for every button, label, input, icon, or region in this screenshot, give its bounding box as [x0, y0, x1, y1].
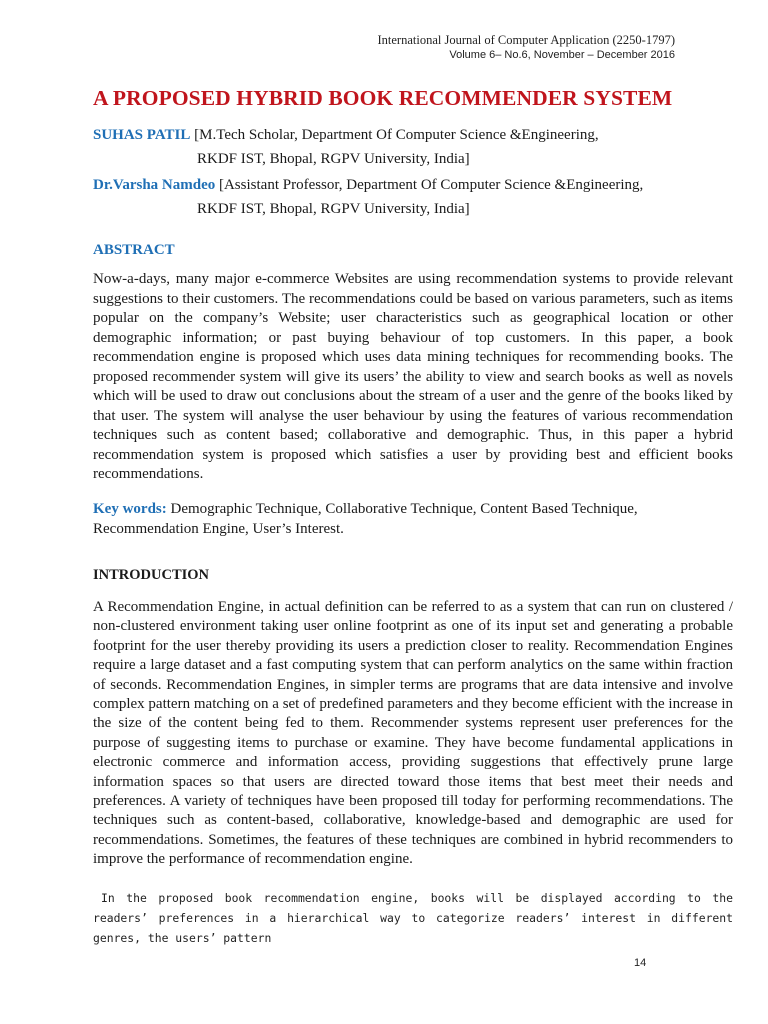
abstract-text: Now-a-days, many major e-commerce Websites are using recommendation systems to provide relevant suggestions to their customers. The recommendations could be based on various parameters, such as items popular on the company’s Website; user characteristics such as geographical location or other demographic information; or past buying behaviour of top customers. In this paper, a book recommendation engine is proposed which uses data mining techniques for recommending books. The proposed recommender system will give its users’ the ability to view and search books as well as novels which will be used to draw out conclusions about the stream of a user and the genre of the books liked by that user. The system will analyse the user behaviour by using the features of various recommendation techniques such as content based; collaborative and demographic. Thus, in this paper a hybrid recommendation system is proposed which satisfies a user by providing best and efficient books recommendations. — [93, 271, 733, 482]
author-block-1 — [93, 123, 693, 171]
author-affiliation: [Assistant Professor, Department Of Computer Science &Engineering, — [215, 177, 644, 193]
author-affiliation: [M.Tech Scholar, Department Of Computer Science &Engineering, — [190, 127, 599, 143]
keywords-label: Key words: — [93, 501, 167, 517]
keywords-text: Demographic Technique, Collaborative Technique, Content Based Technique, Recommendation Engine, User’s Interest. — [93, 501, 638, 537]
journal-header — [377, 33, 675, 63]
introduction-paragraph-2: In the proposed book recommendation engine, books will be displayed according to the readers’ preferences in a hierarchical way to categorize readers’ interest in different genres, the users’ pattern — [93, 891, 733, 945]
author-name: Dr.Varsha Namdeo — [93, 177, 216, 193]
introduction-paragraph-1: A Recommendation Engine, in actual definition can be referred to as a system that can run on clustered / non-clustered environment taking user online footprint as one of its input set and generating a probable footprint for the user thereby providing its users a prediction closer to reality. Recommendation Engines require a large dataset and a fast computing system that can perform analytics on the same within fraction of seconds. Recommendation Engines, in simpler terms are programs that are data intensive and involve complex pattern matching on a set of predefined parameters and they become efficient with the increase in the size of the content being fed to them. Recommender systems represent user preferences for the purpose of suggesting items to purchase or examine. They have become fundamental applications in electronic commerce and information access, providing suggestions that effectively prune large information spaces so that users are directed toward those items that best meet their needs and preferences. A variety of techniques have been proposed till today for performing recommendations. The techniques such as content-based, collaborative, knowledge-based and demographic are used for recommendations. Sometimes, the features of these techniques are combined in hybrid recommenders to improve the performance of recommendation engine. — [93, 599, 733, 868]
author-block-2 — [93, 173, 693, 221]
page-number: 14 — [634, 957, 647, 969]
keywords — [93, 499, 733, 539]
journal-name: International Journal of Computer Application (2250-1797) — [377, 33, 675, 47]
introduction-heading: INTRODUCTION — [93, 567, 210, 583]
journal-volume: Volume 6– No.6, November – December 2016 — [449, 49, 675, 61]
author-name: SUHAS PATIL — [93, 127, 191, 143]
author-affiliation-continued: RKDF IST, Bhopal, RGPV University, India] — [197, 201, 470, 217]
paper-title: A PROPOSED HYBRID BOOK RECOMMENDER SYSTEM — [93, 86, 673, 110]
abstract-heading: ABSTRACT — [93, 242, 175, 258]
author-affiliation-continued: RKDF IST, Bhopal, RGPV University, India] — [197, 151, 470, 167]
